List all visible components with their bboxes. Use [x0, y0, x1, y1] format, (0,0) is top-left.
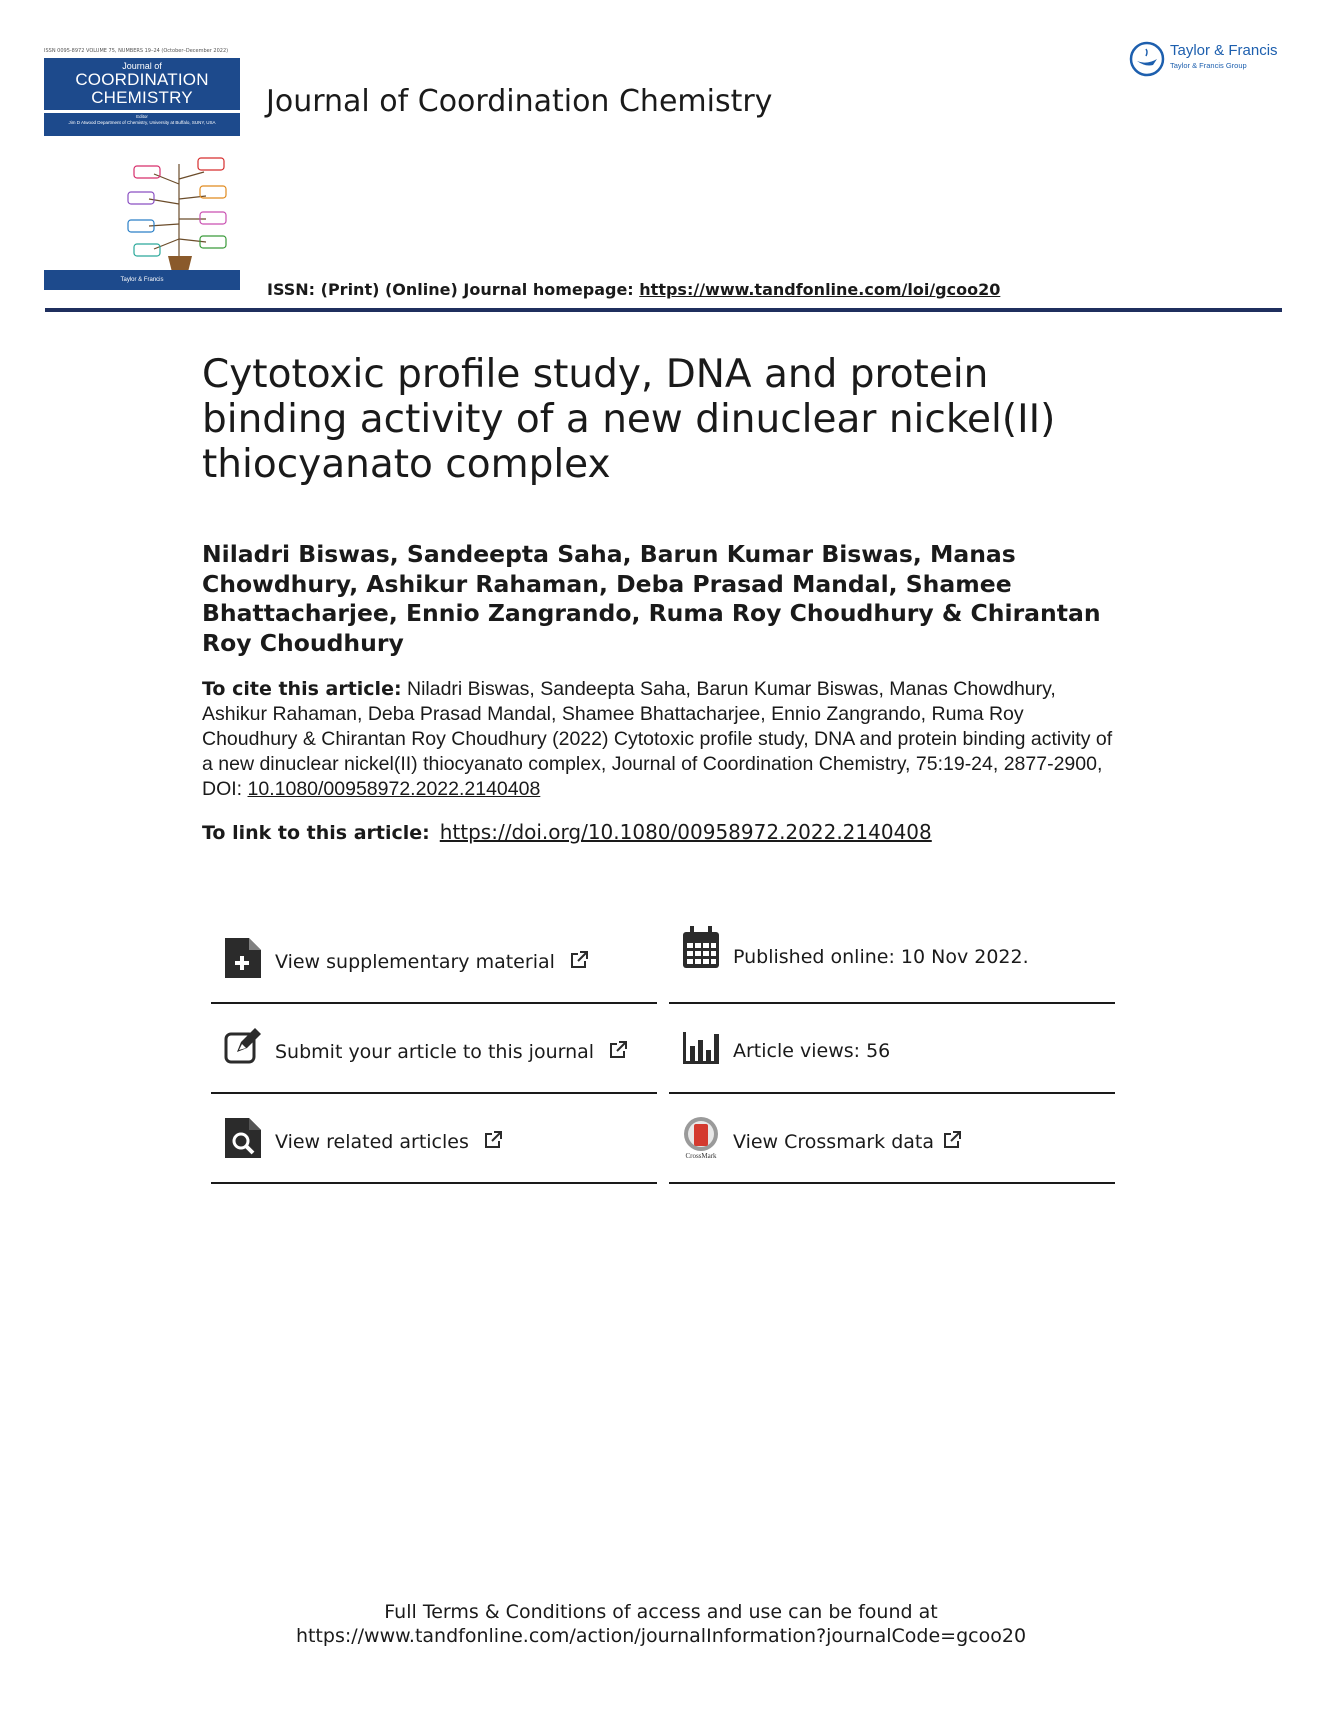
supplementary-tile[interactable] [211, 916, 657, 1004]
footer [0, 1600, 1322, 1648]
cover-editor-name: Jim D Atwood Department of Chemistry, University at Buffalo, SUNY, USA [68, 120, 216, 125]
journal-title: Journal of Coordination Chemistry [266, 84, 773, 119]
article-title: Cytotoxic profile study, DNA and protein binding activity of a new dinuclear nickel(II) thiocyanato complex [202, 352, 1056, 487]
cite-text: Niladri Biswas, Sandeepta Saha, Barun Kumar Biswas, Manas Chowdhury, Ashikur Rahaman, Deba Prasad Mandal, Shamee Bhattacharjee, Ennio Zangrando, Ruma Roy Choudhury & Chirantan Roy Choudhury (2022) Cytotoxic profile study, DNA and protein binding activity of a new dinuclear nickel(II) thiocyanato complex, Journal of Coordination Chemistry, 75:19-24, 2877-2900, DOI: [202, 678, 1113, 800]
related-articles-label[interactable] [275, 1130, 503, 1153]
external-link-icon [569, 950, 589, 970]
tile-divider [669, 1092, 1115, 1094]
cover-editor-label: Editor [136, 114, 148, 119]
crossmark-label[interactable] [733, 1130, 962, 1153]
tile-divider [669, 1182, 1115, 1184]
link-to-article [202, 820, 932, 844]
crossmark-icon [681, 1116, 721, 1160]
supplementary-text: View supplementary material [275, 951, 555, 973]
submit-article-tile[interactable] [211, 1006, 657, 1094]
article-doi-url[interactable]: https://doi.org/10.1080/00958972.2022.2140408 [439, 820, 932, 844]
citation-block [202, 677, 1122, 802]
footer-terms-url[interactable]: https://www.tandfonline.com/action/journalInformation?journalCode=gcoo20 [295, 1625, 1027, 1647]
doi-link[interactable]: 10.1080/00958972.2022.2140408 [247, 778, 541, 800]
cover-tree-illustration [94, 144, 234, 274]
submit-article-text: Submit your article to this journal [275, 1041, 595, 1063]
file-plus-icon [223, 936, 263, 980]
cover-editor-band [44, 113, 240, 136]
cover-journal-of: Journal of [122, 61, 162, 71]
external-link-icon [942, 1130, 962, 1150]
file-search-icon [223, 1116, 263, 1160]
related-articles-tile[interactable] [211, 1096, 657, 1184]
publisher-name: Taylor & Francis [1170, 42, 1278, 59]
crossmark-tile[interactable] [669, 1096, 1115, 1184]
journal-homepage-link[interactable]: https://www.tandfonline.com/loi/gcoo20 [639, 280, 1001, 299]
bar-chart-icon [681, 1026, 721, 1070]
tile-divider [211, 1092, 657, 1094]
issn-text: ISSN: (Print) (Online) Journal homepage: [267, 280, 640, 299]
calendar-icon [681, 926, 721, 970]
article-views-text: Article views: 56 [733, 1040, 891, 1062]
cover-publisher-band: Taylor & Francis [44, 270, 240, 290]
article-views-tile [669, 1006, 1115, 1094]
tile-divider [669, 1002, 1115, 1004]
cite-label: To cite this article: [202, 678, 402, 700]
external-link-icon [608, 1040, 628, 1060]
tile-divider [211, 1002, 657, 1004]
cover-title-band [44, 58, 240, 110]
published-online-tile [669, 916, 1115, 1004]
article-authors: Niladri Biswas, Sandeepta Saha, Barun Kumar Biswas, Manas Chowdhury, Ashikur Rahaman, Deba Prasad Mandal, Shamee Bhattacharjee, Ennio Zangrando, Ruma Roy Choudhury & Chirantan Roy Choudhury [202, 540, 1101, 657]
related-articles-text: View related articles [275, 1131, 469, 1153]
edit-icon [223, 1026, 263, 1070]
taylor-francis-logo[interactable] [1128, 40, 1288, 80]
tile-divider [211, 1182, 657, 1184]
header-divider [45, 308, 1282, 312]
cover-issn: ISSN 0095-8972 VOLUME 75, NUMBERS 19–24 (October–December 2022) [44, 48, 229, 54]
cover-coordination: COORDINATION [75, 70, 209, 89]
footer-terms-text: Full Terms & Conditions of access and use can be found at [384, 1601, 938, 1623]
published-online-text: Published online: 10 Nov 2022. [733, 946, 1029, 968]
external-link-icon [483, 1130, 503, 1150]
submit-article-label[interactable] [275, 1040, 628, 1063]
journal-cover [44, 48, 240, 294]
publisher-group: Taylor & Francis Group [1170, 61, 1247, 70]
crossmark-logo-text: CrossMark [685, 1152, 717, 1160]
crossmark-text: View Crossmark data [733, 1131, 935, 1153]
supplementary-label[interactable] [275, 950, 589, 973]
link-label: To link to this article: [202, 822, 430, 844]
issn-line [267, 280, 1000, 299]
taylor-francis-lamp-icon [1128, 40, 1166, 78]
cover-chemistry: CHEMISTRY [91, 88, 193, 107]
